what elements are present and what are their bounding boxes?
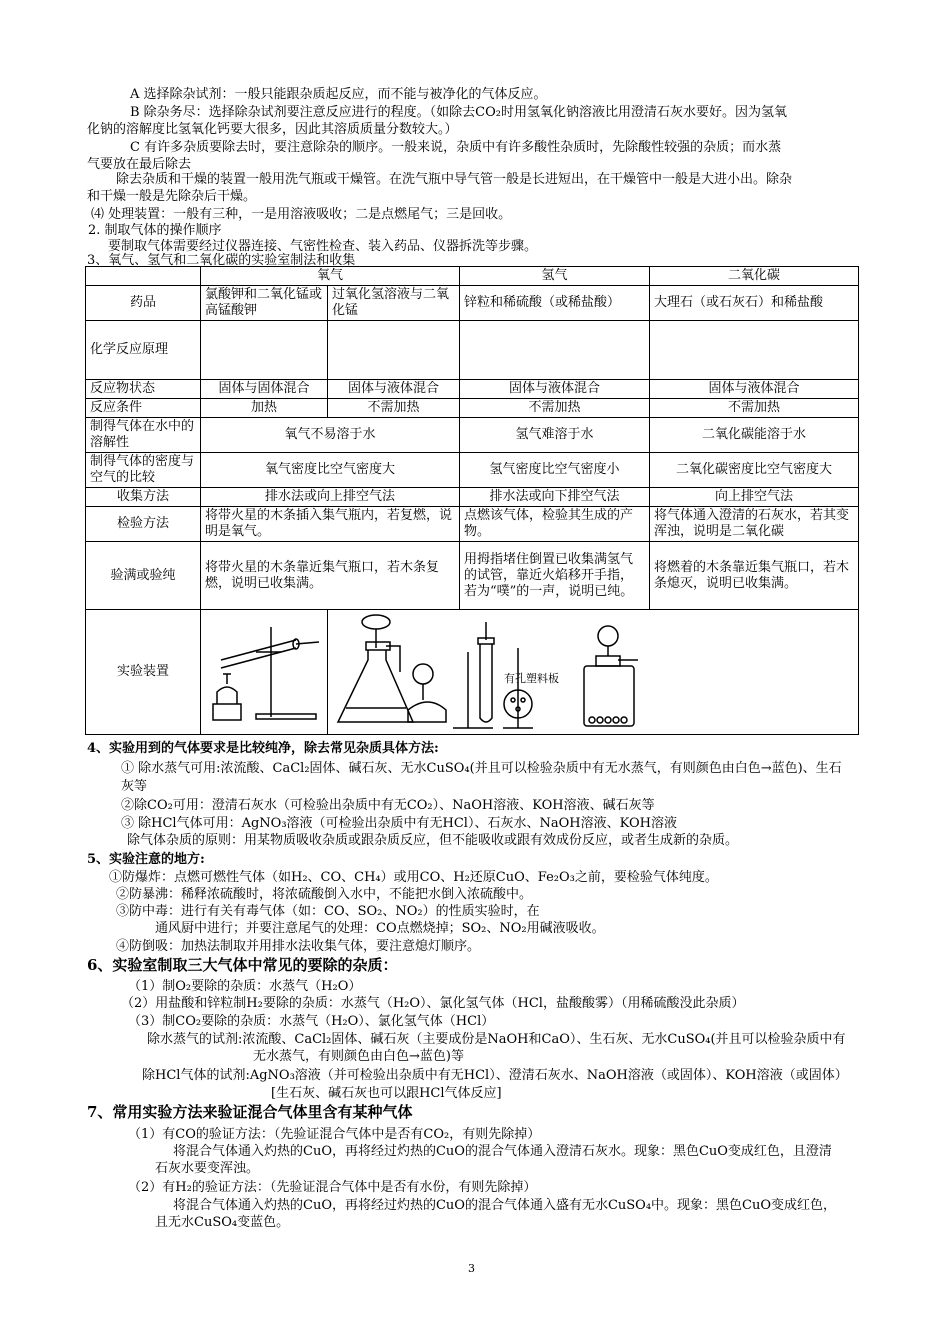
apparatus-heating [201,610,328,735]
den-co2: 二氧化碳密度比空气密度大 [650,453,859,488]
intro-c-line1: C 有许多杂质要除去时，要注意除杂的顺序。一般来说，杂质中有许多酸性杂质时，先除酸性较强的杂质；而水蒸 [130,140,782,155]
row-label-principle: 化学反应原理 [86,321,201,380]
plastic-plate-label: 有孔塑料板 [504,672,559,685]
intro-e: ⑷ 处理装置：一般有三种，一是用溶液吸收；二是点燃尾气；三是回收。 [91,207,512,222]
state-o2-b: 固体与液体混合 [328,380,460,399]
state-o2-a: 固体与固体混合 [201,380,328,399]
intro-c-line2: 气要放在最后除去 [87,157,192,172]
drug-o2-b: 过氧化氢溶液与二氧化锰 [328,286,460,321]
test-co2: 将气体通入澄清的石灰水，若其变浑浊，说明是二氧化碳 [650,507,859,542]
cond-h2: 不需加热 [460,399,650,418]
section6-line4: 除水蒸气的试剂:浓流酸、CaCl₂固体、碱石灰（主要成份是NaOH和CaO）、生石灰、无水CuSO₄(并且可以检验杂质中有 [147,1032,846,1047]
header-blank [86,267,201,286]
section5-title: 5、实验注意的地方: [87,852,205,867]
row-label-full: 验满或验纯 [86,542,201,610]
section7-line4: 将混合气体通入灼热的CuO，再将经过灼热的CuO的混合气体通入盛有无水CuSO₄中。现象：黑色CuO变成红色， [173,1198,837,1213]
intro-d-line2: 和干燥一般是先除杂后干燥。 [87,189,257,204]
principle-co2 [650,321,859,380]
row-label-density: 制得气体的密度与空气的比较 [86,453,201,488]
cond-co2: 不需加热 [650,399,859,418]
section6-line5: 除HCl气体的试剂:AgNO₃溶液（并可检验出杂质中有无HCl）、澄清石灰水、NaOH溶液（或固体）、KOH溶液（或固体） [142,1068,848,1083]
section4-title: 4、实验用到的气体要求是比较纯净，除去常见杂质具体方法: [87,741,439,756]
header-hydrogen: 氢气 [460,267,650,286]
section3-title: 3、氧气、氢气和二氧化碳的实验室制法和收集 [87,253,356,268]
section6-title: 6、实验室制取三大气体中常见的要除的杂质： [87,956,398,974]
section4-line4: 除气体杂质的原则：用某物质吸收杂质或跟杂质反应，但不能吸收或跟有效成份反应，或者生成新的杂质。 [127,833,739,848]
section4-line2: ②除CO₂可用：澄清石灰水（可检验出杂质中有无CO₂）、NaOH溶液、KOH溶液、碱石灰等 [121,798,655,813]
row-label-drug: 药品 [86,286,201,321]
principle-o2-a [201,321,328,380]
state-h2: 固体与液体混合 [460,380,650,399]
drug-co2: 大理石（或石灰石）和稀盐酸 [650,286,859,321]
section5-line3b: 通风厨中进行；并要注意尾气的处理：CO点燃烧掉；SO₂、NO₂用碱液吸收。 [155,921,605,936]
intro-d-line1: 除去杂质和干燥的装置一般用洗气瓶或干燥管。在洗气瓶中导气管一般是长进短出，在干燥管中一般是大进小出。除杂 [116,172,793,187]
page-number: 3 [468,1262,475,1275]
collect-h2: 排水法或向下排空气法 [460,488,650,507]
section4-line3: ③ 除HCl气体可用：AgNO₃溶液（可检验出杂质中有无HCl）、石灰水、NaOH溶液、KOH溶液 [121,816,677,831]
section5-line3: ③防中毒：进行有关有毒气体（如：CO、SO₂、NO₂）的性质实验时，在 [116,904,540,919]
row-label-state: 反应物状态 [86,380,201,399]
test-h2: 点燃该气体，检验其生成的产物。 [460,507,650,542]
full-co2: 将燃着的木条靠近集气瓶口，若木条熄灭，说明已收集满。 [650,542,859,610]
section4-line1: ① 除水蒸气可用:浓流酸、CaCl₂固体、碱石灰、无水CuSO₄(并且可以检验杂质中有无水蒸气，有则颜色由白色→蓝色)、生石 [121,761,842,776]
intro-a: A 选择除杂试剂：一般只能跟杂质起反应，而不能与被净化的气体反应。 [130,87,547,102]
section6-line3: （3）制CO₂要除的杂质：水蒸气（H₂O）、氯化氢气体（HCl） [128,1014,495,1029]
sol-co2: 二氧化碳能溶于水 [650,418,859,453]
row-label-condition: 反应条件 [86,399,201,418]
den-o2: 氧气密度比空气密度大 [201,453,460,488]
section4-line1b: 灰等 [121,779,148,794]
section7-line3: （2）有H₂的验证方法：（先验证混合气体中是否有水份，有则先除掉） [128,1180,537,1195]
collect-co2: 向上排空气法 [650,488,859,507]
section2-title: 2. 制取气体的操作顺序 [88,223,222,238]
intro-b-line1: B 除杂务尽：选择除杂试剂要注意反应进行的程度。（如除去CO₂时用氢氧化钠溶液比用澄清石灰水要好。因为氢氧 [130,105,788,120]
cond-o2-a: 加热 [201,399,328,418]
section7-line4b: 且无水CuSO₄变蓝色。 [155,1215,290,1230]
sol-h2: 氢气难溶于水 [460,418,650,453]
section7-title: 7、常用实验方法来验证混合气体里含有某种气体 [87,1103,413,1121]
section5-line2: ②防暴沸：稀释浓硫酸时，将浓硫酸倒入水中，不能把水倒入浓硫酸中。 [116,887,533,902]
section7-line1: （1）有CO的验证方法：（先验证混合气体中是否有CO₂，有则先除掉） [128,1127,541,1142]
section7-line2: 将混合气体通入灼热的CuO，再将经过灼热的CuO的混合气体通入澄清石灰水。现象：黑色CuO变成红色，且澄清 [173,1144,832,1159]
sol-o2: 氧气不易溶于水 [201,418,460,453]
principle-h2 [460,321,650,380]
gas-preparation-table [85,266,859,735]
collect-o2: 排水法或向上排空气法 [201,488,460,507]
section6-line2: （2）用盐酸和锌粒制H₂要除的杂质：水蒸气（H₂O）、氯化氢气体（HCl，盐酸酸雾）（用稀硫酸没此杂质） [121,996,745,1011]
full-o2: 将带火星的木条靠近集气瓶口，若木条复燃，说明已收集满。 [201,542,460,610]
header-co2: 二氧化碳 [650,267,859,286]
den-h2: 氢气密度比空气密度小 [460,453,650,488]
cond-o2-b: 不需加热 [328,399,460,418]
row-label-collect: 收集方法 [86,488,201,507]
test-o2: 将带火星的木条插入集气瓶内，若复燃，说明是氧气。 [201,507,460,542]
section6-line4b: 无水蒸气，有则颜色由白色→蓝色)等 [253,1049,464,1064]
section5-line4: ④防倒吸：加热法制取并用排水法收集气体，要注意熄灯顺序。 [116,939,481,954]
principle-o2-b [328,321,460,380]
header-oxygen: 氧气 [201,267,460,286]
section6-line6: [生石灰、碱石灰也可以跟HCl气体反应] [271,1086,502,1101]
section6-line1: （1）制O₂要除的杂质：水蒸气（H₂O） [128,979,362,994]
gas-apparatus-drawing [328,612,858,732]
drug-o2-a: 氯酸钾和二氧化锰或高锰酸钾 [201,286,328,321]
section7-line2b: 石灰水要变浑浊。 [155,1161,260,1176]
row-label-apparatus: 实验装置 [86,610,201,735]
section5-line1: ①防爆炸：点燃可燃性气体（如H₂、CO、CH₄）或用CO、H₂还原CuO、Fe₂O₃之前，要检验气体纯度。 [109,870,718,885]
state-co2: 固体与液体混合 [650,380,859,399]
section2-text: 要制取气体需要经过仪器连接、气密性检查、装入药品、仪器拆洗等步骤。 [108,239,538,254]
drug-h2: 锌粒和稀硫酸（或稀盐酸） [460,286,650,321]
intro-b-line2: 化钠的溶解度比氢氧化钙要大很多，因此其溶质质量分数较大。） [87,122,458,137]
full-h2: 用拇指堵住倒置已收集满氢气的试管，靠近火焰移开手指，若为“噗”的一声，说明已纯。 [460,542,650,610]
row-label-test: 检验方法 [86,507,201,542]
apparatus-others [328,610,859,735]
heating-apparatus-drawing [201,612,328,732]
row-label-solubility: 制得气体在水中的溶解性 [86,418,201,453]
